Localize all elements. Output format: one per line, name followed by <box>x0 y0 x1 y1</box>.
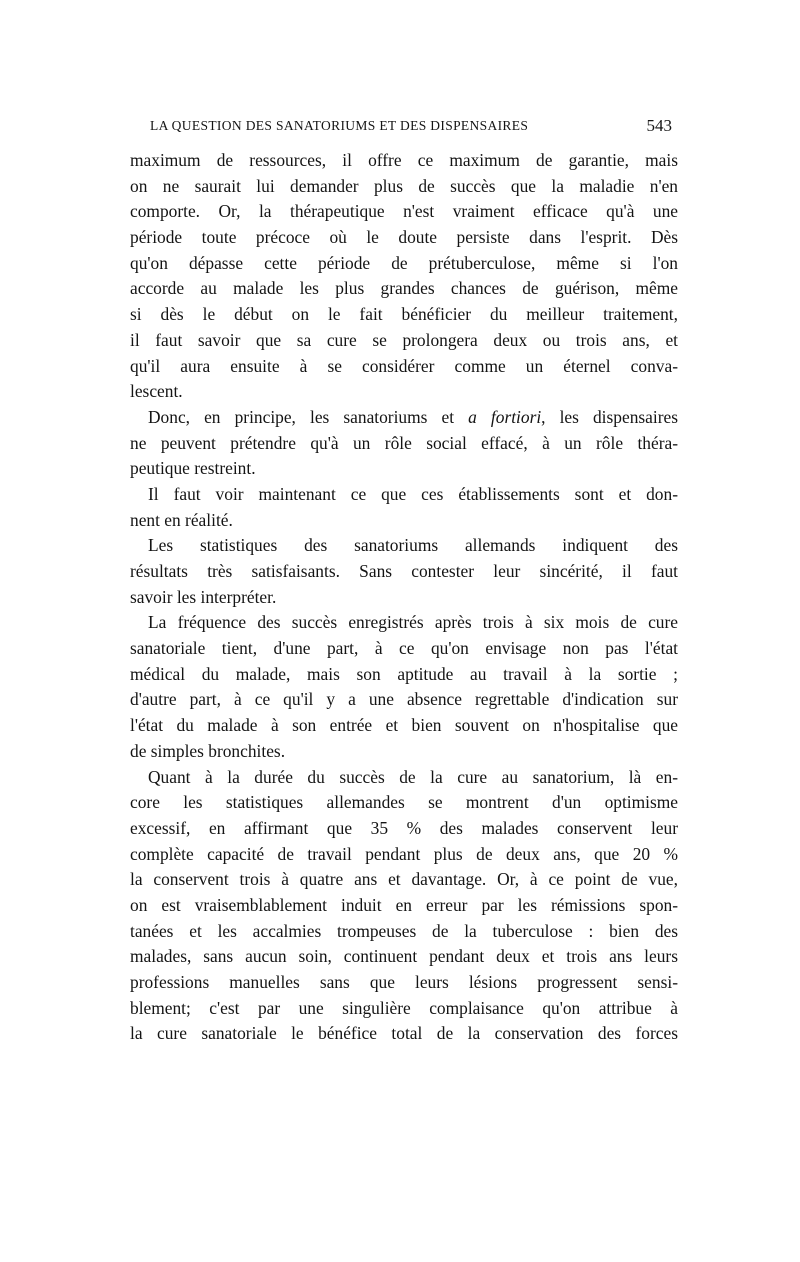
running-title: LA QUESTION DES SANATORIUMS ET DES DISPENSAIRES <box>150 118 529 133</box>
text-line: l'état du malade à son entrée et bien souvent on n'hospitalise que <box>130 715 678 736</box>
text-line: il faut savoir que sa cure se prolongera deux ou trois ans, et <box>130 329 678 350</box>
text-line: comporte. Or, la thérapeutique n'est vraiment efficace qu'à une <box>130 201 678 222</box>
text-line: si dès le début on le fait bénéficier du meilleur traitement, <box>130 304 678 325</box>
text-line: professions manuelles sans que leurs lésions progressent sensi- <box>130 972 678 992</box>
body-text <box>130 148 678 1047</box>
text-line: sanatoriale tient, d'une part, à ce qu'on envisage non pas l'état <box>130 638 678 659</box>
text-line: Quant à la durée du succès de la cure au sanatorium, là en- <box>148 766 678 787</box>
text-line: médical du malade, mais son aptitude au travail à la sortie ; <box>130 663 678 684</box>
paragraph <box>130 533 678 610</box>
text-line: tanées et les accalmies trompeuses de la tuberculose : bien des <box>130 920 678 941</box>
paragraph <box>130 148 678 405</box>
text-line: savoir les interpréter. <box>130 586 277 607</box>
running-header <box>150 116 672 138</box>
text-line: on ne saurait lui demander plus de succès que la maladie n'en <box>130 175 678 196</box>
text-line: complète capacité de travail pendant plus de deux ans, que 20 % <box>130 843 678 864</box>
text-line: de simples bronchites. <box>130 740 286 761</box>
text-line: Donc, en principe, les sanatoriums et a fortiori, les dispensaires <box>148 406 678 427</box>
text-line: peutique restreint. <box>130 458 256 479</box>
text-line: La fréquence des succès enregistrés après trois à six mois de cure <box>148 612 678 633</box>
paragraph <box>130 765 678 1048</box>
text-line: malades, sans aucun soin, continuent pendant deux et trois ans leurs <box>130 946 678 967</box>
text-line: maximum de ressources, il offre ce maximum de garantie, mais <box>130 150 678 170</box>
text-line: nent en réalité. <box>130 509 233 530</box>
paragraph <box>130 610 678 764</box>
text-line: la conservent trois à quatre ans et davantage. Or, à ce point de vue, <box>130 869 678 890</box>
text-line: d'autre part, à ce qu'il y a une absence regrettable d'indication sur <box>130 689 678 710</box>
text-line: la cure sanatoriale le bénéfice total de la conservation des forces <box>130 1023 678 1044</box>
paragraph <box>130 482 678 533</box>
text-line: lescent. <box>130 381 183 402</box>
paragraph <box>130 405 678 482</box>
text-line: on est vraisemblablement induit en erreur par les rémissions spon- <box>130 894 678 915</box>
italic-locution: a fortiori <box>468 406 542 427</box>
text-line: qu'il aura ensuite à se considérer comme un éternel conva- <box>130 355 678 376</box>
text-line: Les statistiques des sanatoriums allemands indiquent des <box>148 535 678 556</box>
text-line: blement; c'est par une singulière complaisance qu'on attribue à <box>130 997 678 1018</box>
text-line: core les statistiques allemandes se montrent d'un optimisme <box>130 792 678 813</box>
text-line: ne peuvent prétendre qu'à un rôle social effacé, à un rôle théra- <box>130 432 678 453</box>
text-line: Il faut voir maintenant ce que ces établissements sont et don- <box>148 483 678 504</box>
text-line: période toute précoce où le doute persiste dans l'esprit. Dès <box>130 227 678 248</box>
text-line: excessif, en affirmant que 35 % des malades conservent leur <box>130 817 678 838</box>
text-line: résultats très satisfaisants. Sans contester leur sincérité, il faut <box>130 561 678 581</box>
text-line: accorde au malade les plus grandes chances de guérison, même <box>130 278 678 299</box>
page-number: 543 <box>646 116 672 135</box>
text-line: qu'on dépasse cette période de prétuberculose, même si l'on <box>130 252 678 273</box>
